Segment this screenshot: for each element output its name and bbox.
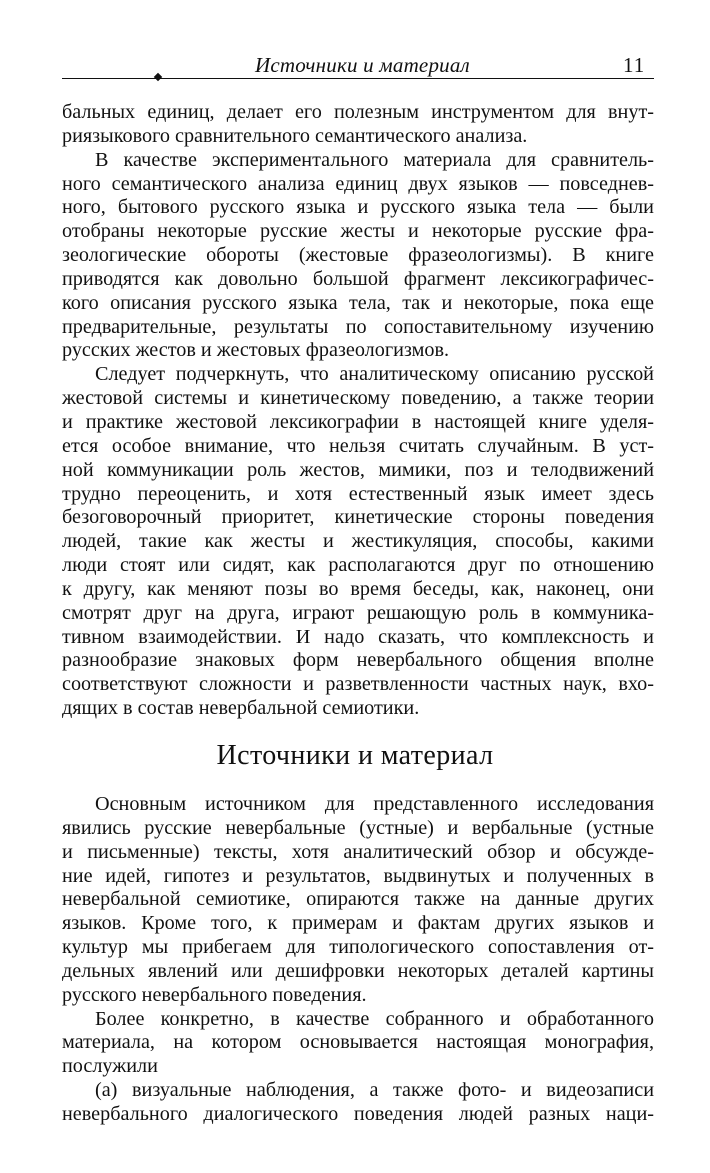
section-heading: Источники и материал [216,740,494,771]
text-line: зеологические обороты (жестовые фразеологизмы). В книге [62,244,654,267]
text-line: послужили [62,1055,158,1078]
text-line: ного семантического анализа единиц двух языков — повседнев- [62,172,654,195]
section-paragraph-2 [62,1008,654,1080]
text-line: людей, такие как жесты и жестикуляция, способы, какими [62,530,654,553]
text-line: явились русские невербальные (устные) и вербальные (устные [62,816,654,839]
text-line: соответствуют сложности и разветвленности частных наук, вхо- [62,673,654,696]
header-rule [62,78,654,79]
text-line: Следует подчеркнуть, что аналитическому описанию русской [95,363,654,386]
header-rule-mark [154,73,162,81]
text-line: люди стоят или сидят, как располагаются друг по отношению [62,554,654,577]
text-line: безоговорочный приоритет, кинетические стороны поведения [62,506,654,529]
text-line: трудно переоценить, и хотя естественный язык имеет здесь [62,482,654,505]
section-paragraph-1 [62,793,654,1008]
text-line: смотрят друг на друга, играют решающую роль в коммуника- [62,601,654,624]
paragraph-3 [62,363,654,721]
text-line: культур мы прибегаем для типологического сопоставления от- [62,936,654,959]
text-line: риязыкового сравнительного семантического анализа. [62,124,528,147]
section-text [62,793,654,1127]
text-line: языков. Кроме того, к примерам и фактам других языков и [62,912,654,935]
text-line: отобраны некоторые русские жесты и некоторые русские фра- [62,220,654,243]
intro-text [62,101,654,721]
text-line: дящих в состав невербальной семиотики. [62,697,420,720]
text-line: ного, бытового русского языка и русского языка тела — были [62,196,654,219]
text-line: материала, на котором основывается настоящая монография, [62,1031,654,1054]
text-line: ется особое внимание, что нельзя считать случайным. В уст- [62,434,654,457]
section-paragraph-3 [62,1079,654,1127]
text-line: жестовой системы и кинетическому поведению, а также теории [62,387,654,410]
text-line: невербальной семиотике, опираются также на данные других [62,888,654,911]
text-line: и письменные) тексты, хотя аналитический обзор и обсужде- [62,840,654,863]
text-line: к другу, как меняют позы во время беседы, как, наконец, они [62,577,654,600]
running-head-title: Источники и материал [255,53,470,77]
text-line: русских жестов и жестовых фразеологизмов. [62,339,450,362]
running-head [0,50,710,80]
text-line: разнообразие знаковых форм невербального общения вполне [62,649,654,672]
page-number: 11 [623,53,646,77]
text-line: В качестве экспериментального материала для сравнитель- [95,148,654,171]
text-line: невербального диалогического поведения людей разных наци- [62,1102,654,1125]
text-line: кого описания русского языка тела, так и некоторые, пока еще [62,291,654,314]
text-line: тивном взаимодействии. И надо сказать, что комплексность и [62,625,654,648]
text-line: русского невербального поведения. [62,983,367,1006]
text-line: бальных единиц, делает его полезным инструментом для внут- [62,101,654,123]
text-line: и практике жестовой лексикографии в настоящей книге уделя- [62,410,654,433]
text-line: ной коммуникации роль жестов, мимики, поз и телодвижений [62,458,654,481]
text-line: ние идей, гипотез и результатов, выдвинутых и полученных в [62,864,654,887]
paragraph-1 [62,101,654,149]
text-line: Основным источником для представленного исследования [95,793,654,815]
paragraph-2 [62,149,654,364]
text-line: (а) визуальные наблюдения, а также фото- и видеозаписи [95,1079,654,1102]
text-line: приводятся как довольно большой фрагмент лексикографичес- [62,267,654,290]
text-line: предварительные, результаты по сопоставительному изучению [62,315,654,338]
text-line: Более конкретно, в качестве собранного и обработанного [95,1007,654,1030]
text-line: дельных явлений или дешифровки некоторых деталей картины [62,959,654,982]
